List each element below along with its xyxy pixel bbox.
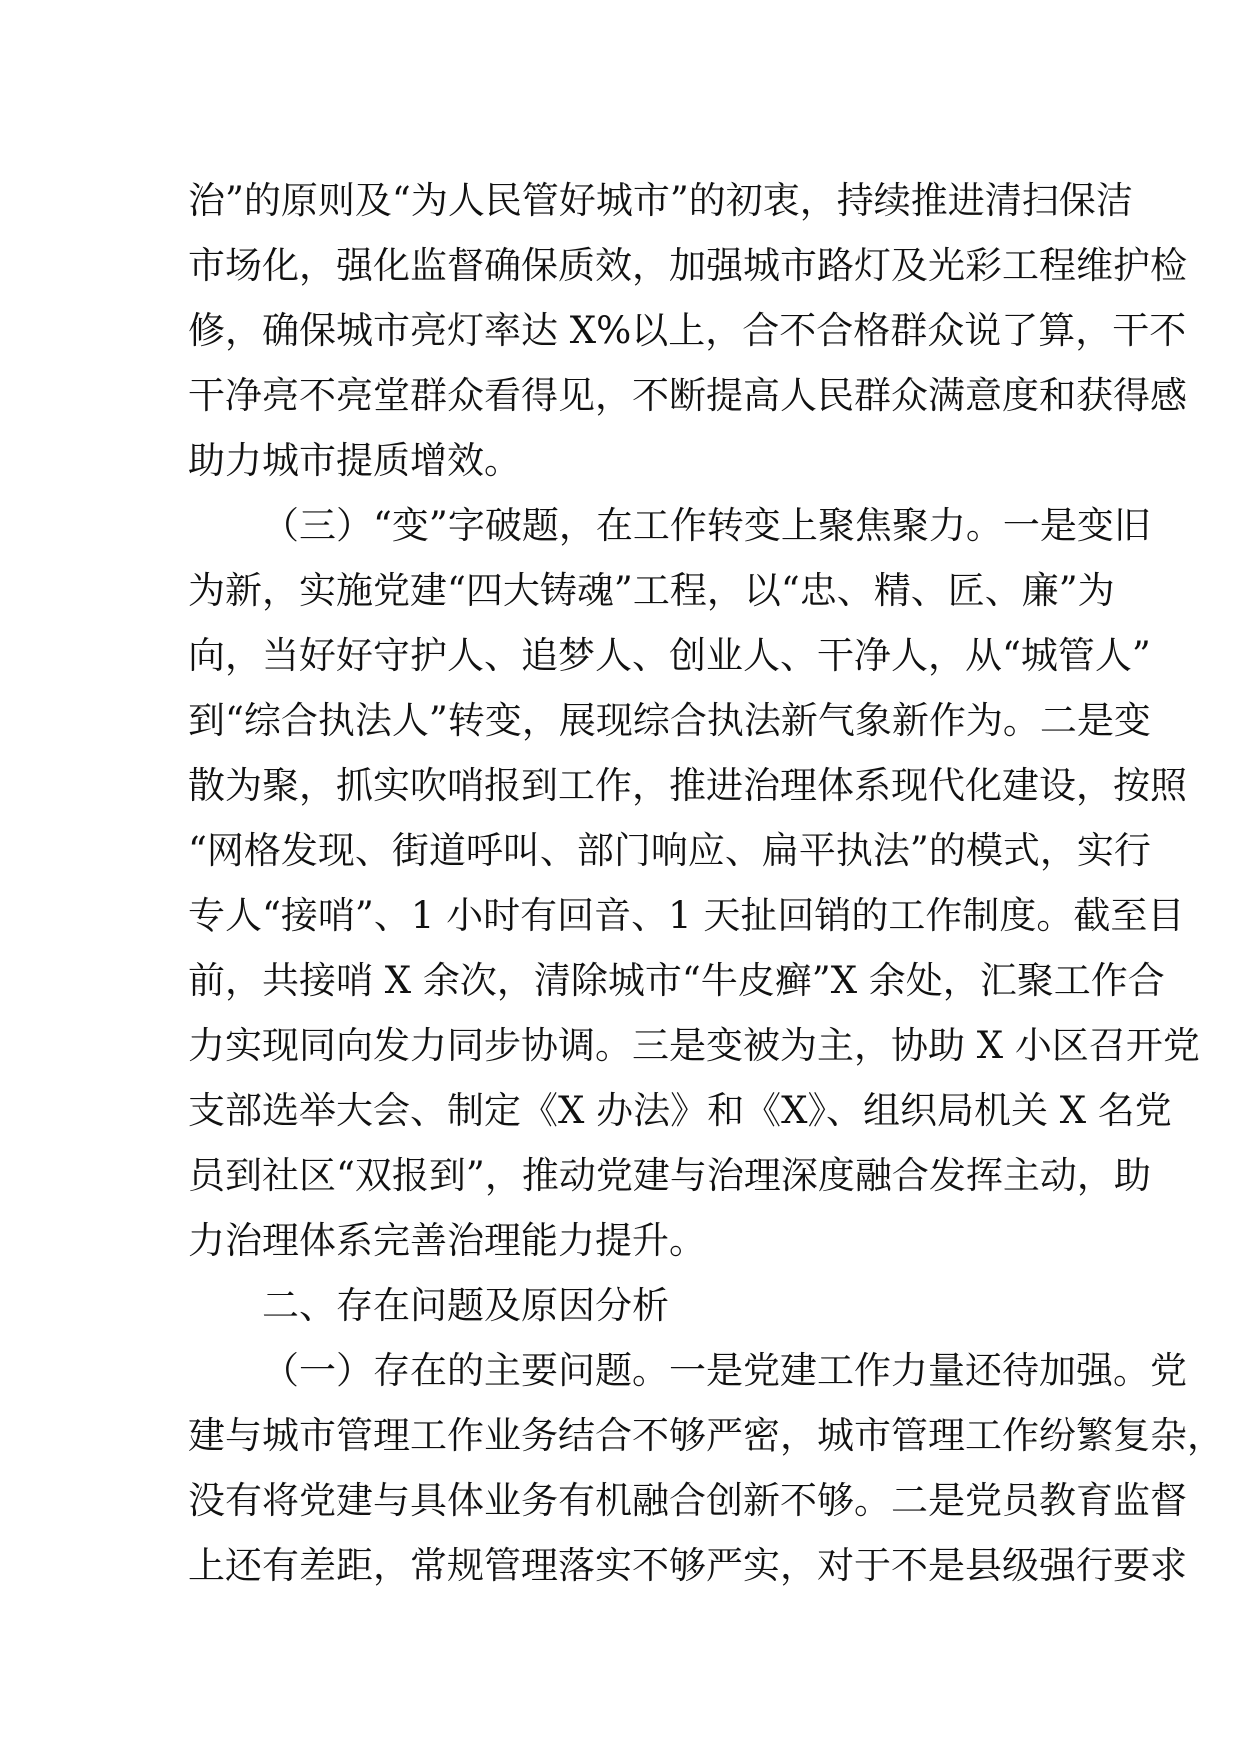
text-line: 治”的原则及“为人民管好城市”的初衷，持续推进清扫保洁 xyxy=(188,179,1133,222)
text-line: 支部选举大会、制定《X 办法》和《X》、组织局机关 X 名党 xyxy=(188,1089,1172,1132)
text-line: 前，共接哨 X 余次，清除城市“牛皮癣”X 余处，汇聚工作合 xyxy=(188,959,1165,1002)
paragraph-start-line: （三）“变”字破题，在工作转变上聚焦聚力。一是变旧 xyxy=(262,504,1151,547)
text-line: 向，当好好守护人、追梦人、创业人、干净人，从“城管人” xyxy=(188,634,1151,677)
text-line: 上还有差距，常规管理落实不够严实，对于不是县级强行要求 xyxy=(188,1544,1187,1587)
text-line: 为新，实施党建“四大铸魂”工程，以“忠、精、匠、廉”为 xyxy=(188,569,1115,612)
text-line: 助力城市提质增效。 xyxy=(188,439,521,482)
paragraph-start-line: （一）存在的主要问题。一是党建工作力量还待加强。党 xyxy=(262,1349,1187,1392)
text-line: 力治理体系完善治理能力提升。 xyxy=(188,1219,706,1262)
body-text xyxy=(188,168,1224,1598)
text-line: 没有将党建与具体业务有机融合创新不够。二是党员教育监督 xyxy=(188,1479,1187,1522)
text-line: 修，确保城市亮灯率达 X%以上，合不合格群众说了算，干不 xyxy=(188,309,1187,352)
text-line: 干净亮不亮堂群众看得见，不断提高人民群众满意度和获得感 xyxy=(188,374,1187,417)
text-line: 专人“接哨”、1 小时有回音、1 天扯回销的工作制度。截至目 xyxy=(188,894,1185,937)
section-heading: 二、存在问题及原因分析 xyxy=(262,1284,669,1327)
text-line: “网格发现、街道呼叫、部门响应、扁平执法”的模式，实行 xyxy=(188,829,1151,872)
text-line: 散为聚，抓实吹哨报到工作，推进治理体系现代化建设，按照 xyxy=(188,764,1187,807)
text-line: 市场化，强化监督确保质效，加强城市路灯及光彩工程维护检 xyxy=(188,244,1187,287)
text-line: 员到社区“双报到”，推动党建与治理深度融合发挥主动，助 xyxy=(188,1154,1151,1197)
text-line: 到“综合执法人”转变，展现综合执法新气象新作为。二是变 xyxy=(188,699,1151,742)
text-line: 建与城市管理工作业务结合不够严密，城市管理工作纷繁复杂， xyxy=(188,1414,1224,1457)
text-line: 力实现同向发力同步协调。三是变被为主，协助 X 小区召开党 xyxy=(188,1024,1200,1067)
